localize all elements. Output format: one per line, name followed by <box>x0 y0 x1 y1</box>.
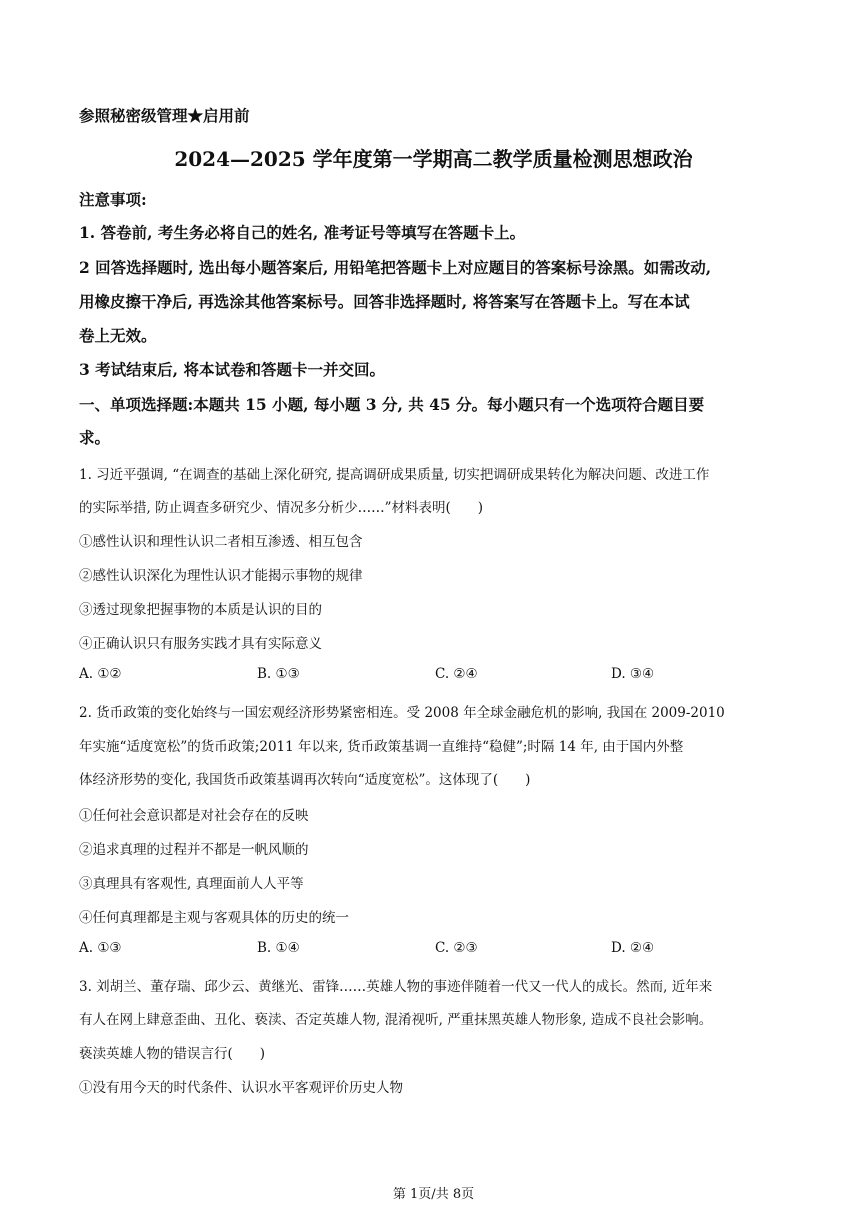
question-2-statement-3: ③真理具有客观性, 真理面前人人平等 <box>79 876 304 892</box>
notes-item-1: 1. 答卷前, 考生务必将自己的姓名, 准考证号等填写在答题卡上。 <box>79 223 526 242</box>
question-2-stem-line-3: 体经济形势的变化, 我国货币政策基调再次转向“适度宽松”。这体现了( ) <box>79 772 531 788</box>
question-3-statement-1: ①没有用今天的时代条件、认识水平客观评价历史人物 <box>79 1080 403 1096</box>
notes-item-2-line-1: 2 回答选择题时, 选出每小题答案后, 用铅笔把答题卡上对应题目的答案标号涂黑。如需改动, <box>79 258 712 277</box>
question-1-option-c[interactable]: C. ②④ <box>435 666 478 682</box>
question-2-stem-line-2: 年实施“适度宽松”的货币政策;2011 年以来, 货币政策基调一直维持“稳健”;时隔 14 年, 由于国内外整 <box>79 739 684 755</box>
question-3-stem-line-3: 亵渎英雄人物的错误言行( ) <box>79 1046 266 1062</box>
question-2-option-d[interactable]: D. ②④ <box>611 940 655 956</box>
question-1-statement-4: ④正确认识只有服务实践才具有实际意义 <box>79 636 322 652</box>
notes-item-2-line-2: 用橡皮擦干净后, 再选涂其他答案标号。回答非选择题时, 将答案写在答题卡上。写在本试 <box>79 292 690 311</box>
page-number: 第 1页/共 8页 <box>392 1187 475 1202</box>
question-2-option-b[interactable]: B. ①④ <box>257 940 300 956</box>
page-title: 2024—2025 学年度第一学期高二教学质量检测思想政治 <box>174 147 693 171</box>
question-1-stem-line-1: 1. 习近平强调, “在调查的基础上深化研究, 提高调研成果质量, 切实把调研成果转化为解决问题、改进工作 <box>79 467 710 483</box>
question-3-stem-line-1: 3. 刘胡兰、董存瑞、邱少云、黄继光、雷锋……英雄人物的事迹伴随着一代又一代人的成长。然而, 近年来 <box>79 979 713 995</box>
notes-heading: 注意事项: <box>79 190 147 209</box>
notes-item-3: 3 考试结束后, 将本试卷和答题卡一并交回。 <box>79 360 385 379</box>
section-heading-line-2: 求。 <box>79 428 111 447</box>
question-2-option-a[interactable]: A. ①③ <box>79 940 122 956</box>
question-2-option-c[interactable]: C. ②③ <box>435 940 478 956</box>
section-heading-line-1: 一、单项选择题:本题共 15 小题, 每小题 3 分, 共 45 分。每小题只有一个选项符合题目要 <box>79 395 705 414</box>
question-1-option-b[interactable]: B. ①③ <box>257 666 300 682</box>
question-1-statement-2: ②感性认识深化为理性认识才能揭示事物的规律 <box>79 568 363 584</box>
question-1-statement-1: ①感性认识和理性认识二者相互渗透、相互包含 <box>79 534 363 550</box>
question-2-statement-4: ④任何真理都是主观与客观具体的历史的统一 <box>79 910 349 926</box>
question-2-stem-line-1: 2. 货币政策的变化始终与一国宏观经济形势紧密相连。受 2008 年全球金融危机的影响, 我国在 2009-2010 <box>79 705 725 721</box>
notes-item-2-line-3: 卷上无效。 <box>79 326 157 345</box>
confidentiality-label: 参照秘密级管理★启用前 <box>79 106 250 125</box>
question-3-stem-line-2: 有人在网上肆意歪曲、丑化、亵渎、否定英雄人物, 混淆视听, 严重抹黑英雄人物形象, 造成不良社会影响。 <box>79 1012 713 1028</box>
question-1-option-d[interactable]: D. ③④ <box>611 666 655 682</box>
question-2-statement-2: ②追求真理的过程并不都是一帆风顺的 <box>79 842 309 858</box>
question-1-option-a[interactable]: A. ①② <box>79 666 122 682</box>
question-1-stem-line-2: 的实际举措, 防止调查多研究少、情况多分析少……”材料表明( ) <box>79 500 484 516</box>
question-1-statement-3: ③透过现象把握事物的本质是认识的目的 <box>79 602 322 618</box>
question-2-statement-1: ①任何社会意识都是对社会存在的反映 <box>79 808 309 824</box>
